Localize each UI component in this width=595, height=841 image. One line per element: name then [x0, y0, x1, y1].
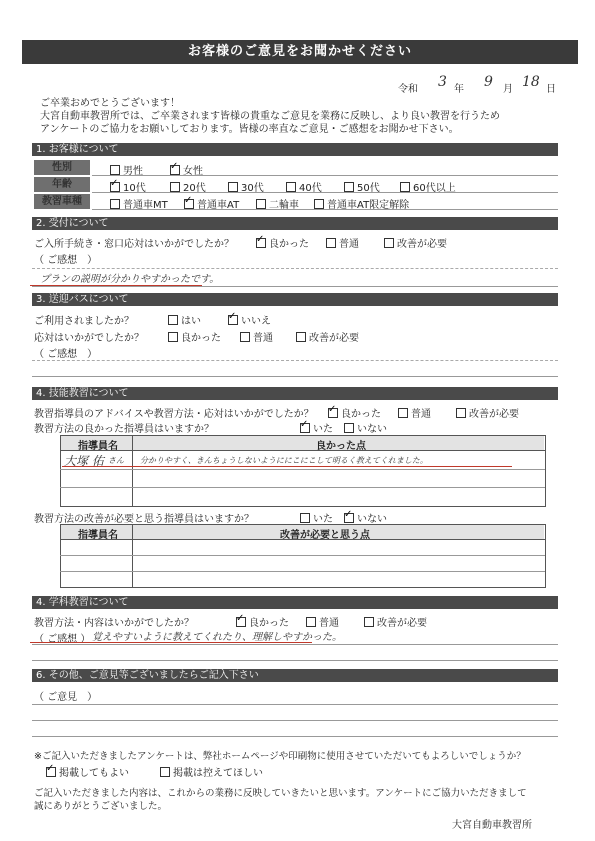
- divider: [92, 175, 558, 176]
- row-label-gender: 性別: [34, 160, 90, 175]
- reception-normal-option[interactable]: 普通: [326, 235, 359, 250]
- bus-service-question: 応対はいかがでしたか？: [34, 333, 144, 344]
- bus-use-yes-option[interactable]: はい: [168, 312, 201, 327]
- vehicle-at-limit-release-option[interactable]: 普通車AT限定解除: [314, 196, 409, 211]
- instructor-good-option[interactable]: ✓ 良かった: [328, 405, 381, 420]
- consent-allow-option[interactable]: ✓掲載してもよい: [46, 764, 129, 779]
- table-header-instructor: 指導員名: [78, 530, 118, 541]
- checkbox-icon: [168, 315, 178, 325]
- bus-comment-label: （ ご感想 ）: [34, 349, 98, 360]
- checked-checkbox-icon: [256, 238, 266, 248]
- reception-good-option[interactable]: ✓ 良かった: [256, 235, 309, 250]
- row-label-age: 年齢: [34, 177, 90, 192]
- checkbox-icon: [160, 767, 170, 777]
- consent-question: ※ご記入いただきましたアンケートは、弊社ホームページや印刷物に使用させていただいてもよろしいでしょうか？: [34, 751, 526, 762]
- bus-use-question: ご利用されましたか？: [34, 316, 134, 327]
- checked-checkbox-icon: [46, 767, 56, 777]
- checkbox-icon: [326, 238, 336, 248]
- consent-deny-option[interactable]: 掲載は控えてほしい: [160, 764, 263, 779]
- instructor-good-comment[interactable]: 分かりやすく、きんちょうしないようににこにこして明るく教えてくれました。: [140, 456, 428, 465]
- instructor-name[interactable]: 大塚 佑: [64, 454, 104, 468]
- section-2-header: 2. 受付について: [32, 217, 558, 230]
- section-classroom-header: 4. 学科教習について: [32, 596, 558, 609]
- instructor-improve-option[interactable]: 改善が必要: [456, 405, 519, 420]
- closing-line-2: 誠にありがとうございました。: [34, 801, 168, 812]
- checkbox-icon: [306, 617, 316, 627]
- checkbox-icon: [300, 513, 310, 523]
- vehicle-mt-option[interactable]: 普通車MT: [110, 196, 168, 211]
- checked-checkbox-icon: [170, 165, 180, 175]
- checked-checkbox-icon: [344, 513, 354, 523]
- checked-checkbox-icon: [300, 423, 310, 433]
- comment-line: [32, 268, 558, 269]
- reception-comment[interactable]: プランの説明が分かりやすかったです。: [40, 274, 220, 285]
- table-divider: [132, 435, 133, 506]
- table-row-divider: [60, 469, 545, 470]
- table-header-improve-points: 改善が必要と思う点: [280, 530, 370, 541]
- checked-checkbox-icon: [110, 182, 120, 192]
- date-year[interactable]: 3: [438, 74, 447, 90]
- handwritten-underline: [30, 642, 312, 643]
- intro-line-3: アンケートのご協力をお願いしております。皆様の率直なご意見・ご感想をお聞かせ下さい。: [40, 124, 459, 135]
- checkbox-icon: [168, 332, 178, 342]
- checkbox-icon: [344, 182, 354, 192]
- classroom-question: 教習方法・内容はいかがでしたか？: [34, 618, 194, 629]
- table-row-divider: [60, 450, 545, 451]
- comment-line: [32, 376, 558, 377]
- checked-checkbox-icon: [328, 408, 338, 418]
- age-60s-option[interactable]: 60代以上: [400, 179, 456, 194]
- gender-female-option[interactable]: ✓ 女性: [170, 162, 203, 177]
- reception-question: ご入所手続き・窓口応対はいかがでしたか？: [34, 239, 234, 250]
- vehicle-at-option[interactable]: ✓ 普通車AT: [184, 196, 239, 211]
- comment-line: [32, 736, 558, 737]
- classroom-good-option[interactable]: ✓ 良かった: [236, 614, 289, 629]
- reception-improve-option[interactable]: 改善が必要: [384, 235, 447, 250]
- comment-line: [32, 704, 558, 705]
- age-30s-option[interactable]: 30代: [228, 179, 264, 194]
- checkbox-icon: [228, 182, 238, 192]
- date-era: 令和: [398, 84, 418, 95]
- classroom-comment[interactable]: 覚えやすいように教えてくれたり、理解しやすかった。: [92, 632, 342, 643]
- checkbox-icon: [256, 199, 266, 209]
- checkbox-icon: [384, 238, 394, 248]
- date-month-unit: 月: [503, 84, 513, 95]
- signature: 大宮自動車教習所: [452, 820, 532, 831]
- page-title: お客様のご意見をお聞かせください: [22, 40, 578, 64]
- comment-line: [32, 720, 558, 721]
- table-header-instructor: 指導員名: [78, 441, 118, 452]
- date-day-unit: 日: [546, 84, 556, 95]
- comment-line: [32, 644, 558, 645]
- improve-instructor-question: 教習方法の改善が必要と思う指導員はいますか？: [34, 514, 254, 525]
- intro-line-2: 大宮自動車教習所では、ご卒業されます皆様の貴重なご意見を業務に反映し、より良い教習を行うため: [40, 111, 500, 122]
- checkbox-icon: [400, 182, 410, 192]
- section-4-header: 4. 技能教習について: [32, 387, 558, 400]
- instructor-name-suffix: さん: [108, 456, 124, 465]
- divider: [92, 192, 558, 193]
- bus-normal-option[interactable]: 普通: [240, 329, 273, 344]
- checked-checkbox-icon: [228, 315, 238, 325]
- vehicle-motorcycle-option[interactable]: 二輪車: [256, 196, 299, 211]
- reception-comment-label: （ ご感想 ）: [34, 255, 98, 266]
- comment-line: [32, 286, 558, 287]
- date-year-unit: 年: [454, 84, 464, 95]
- checkbox-icon: [110, 165, 120, 175]
- section-6-header: 6. その他、ご意見等ございましたらご記入下さい: [32, 669, 558, 682]
- intro-line-1: ご卒業おめでとうございます！: [40, 98, 180, 109]
- checkbox-icon: [456, 408, 466, 418]
- checkbox-icon: [286, 182, 296, 192]
- table-row-divider: [60, 487, 545, 488]
- handwritten-underline: [62, 466, 512, 467]
- age-10s-option[interactable]: ✓10代: [110, 179, 146, 194]
- checked-checkbox-icon: [184, 199, 194, 209]
- date-day[interactable]: 18: [522, 74, 540, 90]
- age-40s-option[interactable]: 40代: [286, 179, 322, 194]
- comment-line: [32, 360, 558, 361]
- improve-instructor-no-option[interactable]: ✓ いない: [344, 510, 387, 525]
- checkbox-icon: [170, 182, 180, 192]
- section-1-header: 1. お客様について: [32, 143, 558, 156]
- checkbox-icon: [398, 408, 408, 418]
- table-row-divider: [60, 571, 545, 572]
- checkbox-icon: [240, 332, 250, 342]
- checkbox-icon: [296, 332, 306, 342]
- closing-line-1: ご記入いただきました内容は、これからの業務に反映していきたいと思います。アンケートにご協力いただきまして: [34, 788, 527, 799]
- table-row-divider: [60, 555, 545, 556]
- checkbox-icon: [364, 617, 374, 627]
- checkbox-icon: [314, 199, 324, 209]
- bus-use-no-option[interactable]: ✓ いいえ: [228, 312, 271, 327]
- good-instructor-no-option[interactable]: いない: [344, 420, 387, 435]
- table-header-bg: [61, 436, 544, 450]
- bus-improve-option[interactable]: 改善が必要: [296, 329, 359, 344]
- checkbox-icon: [110, 199, 120, 209]
- section-3-header: 3. 送迎バスについて: [32, 293, 558, 306]
- age-20s-option[interactable]: 20代: [170, 179, 206, 194]
- bus-good-option[interactable]: 良かった: [168, 329, 221, 344]
- checked-checkbox-icon: [236, 617, 246, 627]
- classroom-normal-option[interactable]: 普通: [306, 614, 339, 629]
- other-comment-label: （ ご意見 ）: [34, 692, 98, 703]
- table-header-good-points: 良かった点: [316, 441, 366, 452]
- gender-male-option[interactable]: 男性: [110, 162, 143, 177]
- instructor-question: 教習指導員のアドバイスや教習方法・応対はいかがでしたか？: [34, 409, 314, 420]
- checkbox-icon: [344, 423, 354, 433]
- classroom-comment-label: （ ご感想 ）: [34, 634, 91, 645]
- improve-instructor-yes-option[interactable]: いた: [300, 510, 333, 525]
- instructor-normal-option[interactable]: 普通: [398, 405, 431, 420]
- good-instructor-question: 教習方法の良かった指導員はいますか？: [34, 424, 214, 435]
- row-label-vehicle: 教習車種: [34, 194, 90, 209]
- comment-line: [32, 660, 558, 661]
- age-50s-option[interactable]: 50代: [344, 179, 380, 194]
- good-instructor-yes-option[interactable]: ✓ いた: [300, 420, 333, 435]
- date-month[interactable]: 9: [484, 74, 493, 90]
- classroom-improve-option[interactable]: 改善が必要: [364, 614, 427, 629]
